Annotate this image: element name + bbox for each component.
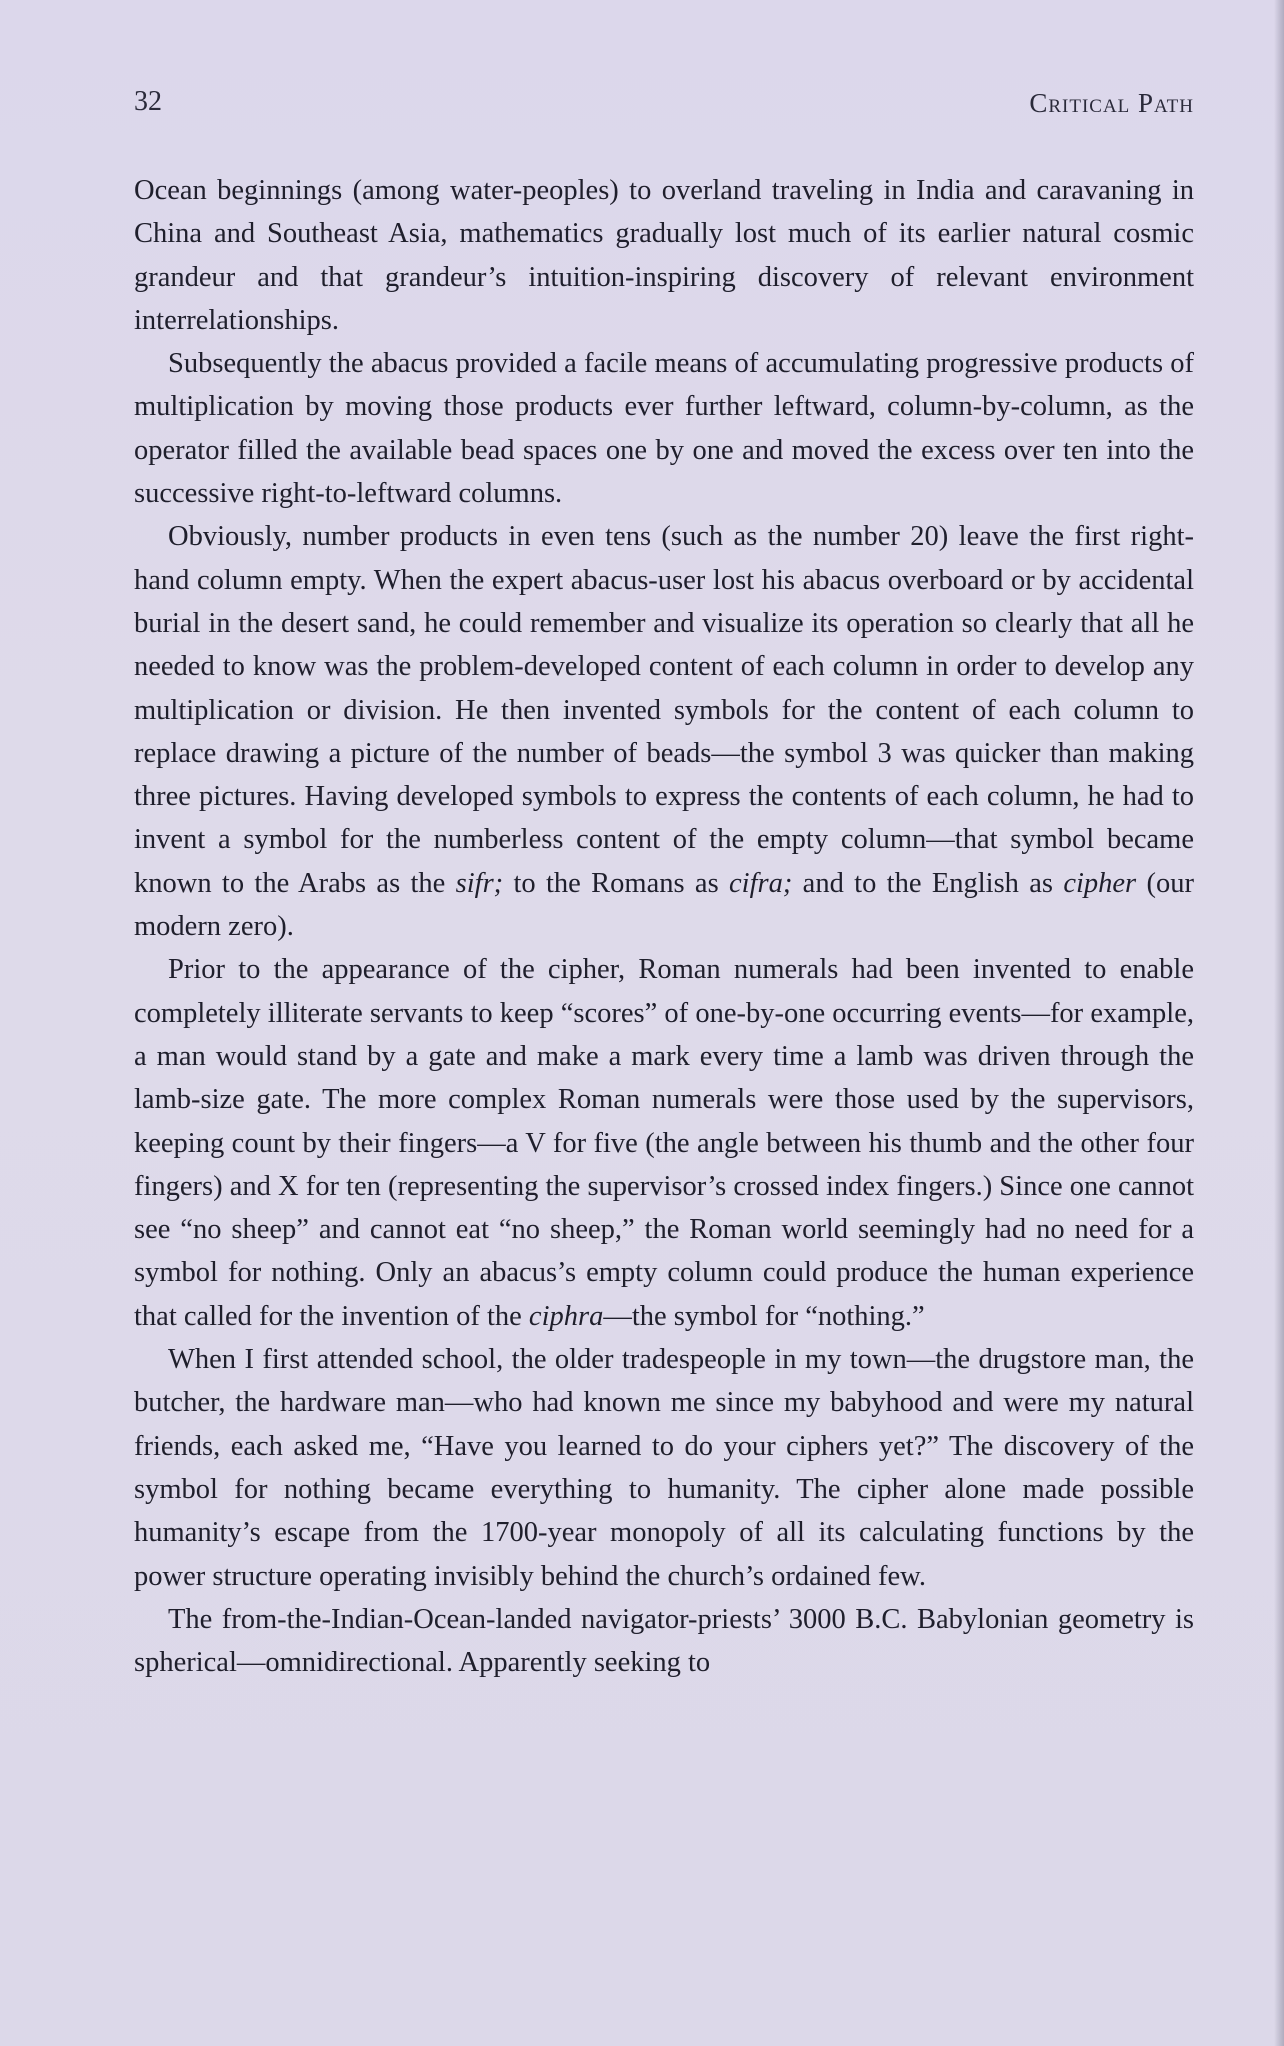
paragraph-2: Subsequently the abacus provided a facile means of accumulating progressive products of multiplication by moving those products ever further leftward, column-by-column, as the operator filled the available bead spaces one by one and moved the excess over ten into the successive right-to-leftward columns.	[134, 348, 1194, 510]
era-abbreviation: B.C.	[855, 1603, 908, 1635]
term-cipher: cipher	[1063, 867, 1137, 899]
term-sifr: sifr;	[455, 867, 504, 899]
paragraph-6-text-a: The from-the-Indian-Ocean-landed navigator-priests’ 3000	[168, 1603, 856, 1635]
term-cifra: cifra;	[729, 867, 793, 899]
page-header	[134, 86, 1194, 126]
paragraph-6-text-b: Babylonian geometry is spherical—omnidirectional. Apparently seeking to	[134, 1603, 1194, 1679]
paragraph-4-text-b: —the symbol for “nothing.”	[603, 1300, 925, 1332]
paragraph-6	[134, 1598, 1194, 1685]
paragraph-3-text-a: Obviously, number products in even tens (such as the number 20) leave the first right-hand column empty. When the expert abacus-user lost his abacus overboard or by accidental burial in the desert sand, he could remember and visualize its operation so clearly that all he needed to know was the problem-developed content of each column in order to develop any multiplication or division. He then invented symbols for the content of each column to replace drawing a picture of the number of beads—the symbol 3 was quicker than making three pictures. Having developed symbols to express the contents of each column, he had to invent a symbol for the numberless content of the empty column—that symbol became known to the Arabs as the	[134, 521, 1194, 899]
page-edge-shadow	[1274, 0, 1284, 2046]
paragraph-4-text-a: Prior to the appearance of the cipher, Roman numerals had been invented to enable completely illiterate servants to keep “scores” of one-by-one occurring events—for example, a man would stand by a gate and make a mark every time a lamb was driven through the lamb-size gate. The more complex Roman numerals were those used by the supervisors, keeping count by their fingers—a V for five (the angle between his thumb and the other four fingers) and X for ten (representing the supervisor’s crossed index fingers.) Since one cannot see “no sheep” and cannot eat “no sheep,” the Roman world seemingly had no need for a symbol for nothing. Only an abacus’s empty column could produce the human experience that called for the invention of the	[134, 954, 1194, 1332]
running-head: Critical Path	[1029, 88, 1194, 118]
paragraph-4	[134, 948, 1194, 1338]
page-number: 32	[134, 86, 162, 117]
paragraph-5: When I first attended school, the older tradespeople in my town—the drugstore man, the butcher, the hardware man—who had known me since my babyhood and were my natural friends, each asked me, “Have you learned to do your ciphers yet?” The discovery of the symbol for nothing became everything to humanity. The cipher alone made possible humanity’s escape from the 1700-year monopoly of all its calculating functions by the power structure operating invisibly behind the church’s ordained few.	[134, 1344, 1194, 1592]
body-text	[134, 169, 1194, 1684]
paragraph-1: Ocean beginnings (among water-peoples) to overland traveling in India and caravaning in China and Southeast Asia, mathematics gradually lost much of its earlier natural cosmic grandeur and that grandeur’s intuition-inspiring discovery of relevant environment interrelationships.	[134, 175, 1194, 336]
term-ciphra: ciphra	[528, 1300, 604, 1332]
paragraph-3-text-d: (our modern zero).	[134, 867, 1194, 943]
paragraph-3	[134, 515, 1194, 948]
paragraph-3-text-b: to the Romans as	[503, 867, 730, 899]
paragraph-3-text-c: and to the English as	[792, 867, 1064, 899]
